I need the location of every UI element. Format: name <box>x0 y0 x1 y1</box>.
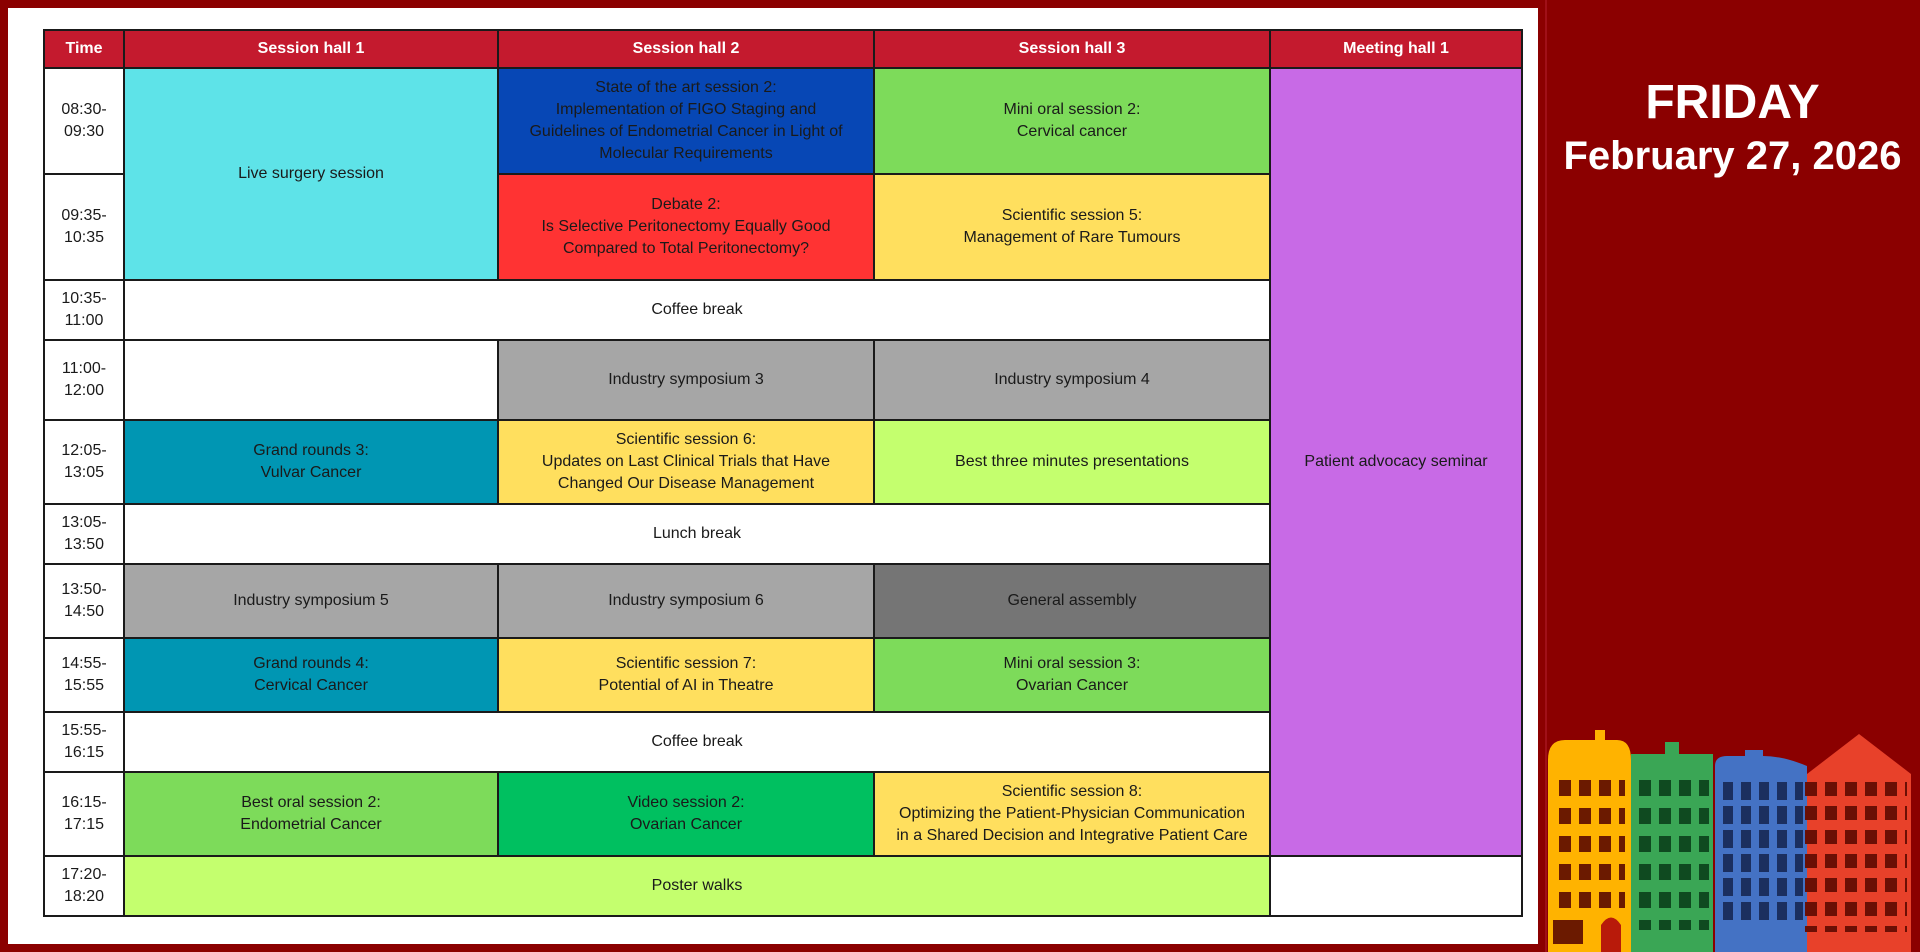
session-industry-5: Industry symposium 5 <box>124 564 498 638</box>
session-patient-advocacy: Patient advocacy seminar <box>1270 68 1522 856</box>
time-slot: 11:00- 12:00 <box>44 340 124 420</box>
house-green-icon <box>1631 742 1713 952</box>
table-row <box>44 856 1522 916</box>
session-best-three-minutes: Best three minutes presentations <box>874 420 1270 504</box>
house-yellow-icon <box>1548 730 1631 952</box>
time-slot: 17:20- 18:20 <box>44 856 124 916</box>
schedule-table <box>43 29 1523 917</box>
houses-illustration <box>1545 720 1920 952</box>
time-slot: 09:35- 10:35 <box>44 174 124 280</box>
empty-slot <box>124 340 498 420</box>
coffee-break: Coffee break <box>124 280 1270 340</box>
session-mini-oral-2: Mini oral session 2: Cervical cancer <box>874 68 1270 174</box>
session-scientific-6: Scientific session 6: Updates on Last Clinical Trials that Have Changed Our Disease Management <box>498 420 874 504</box>
session-scientific-7: Scientific session 7: Potential of AI in Theatre <box>498 638 874 712</box>
session-scientific-8: Scientific session 8: Optimizing the Patient-Physician Communication in a Shared Decision and Integrative Patient Care <box>874 772 1270 856</box>
time-slot: 14:55- 15:55 <box>44 638 124 712</box>
empty-slot <box>1270 856 1522 916</box>
session-mini-oral-3: Mini oral session 3: Ovarian Cancer <box>874 638 1270 712</box>
coffee-break: Coffee break <box>124 712 1270 772</box>
session-industry-3: Industry symposium 3 <box>498 340 874 420</box>
col-header-session-hall-1: Session hall 1 <box>124 30 498 68</box>
session-poster-walks: Poster walks <box>124 856 1270 916</box>
col-header-session-hall-3: Session hall 3 <box>874 30 1270 68</box>
house-red-icon <box>1803 734 1911 952</box>
table-row <box>44 68 1522 174</box>
date-title: February 27, 2026 <box>1563 134 1902 178</box>
time-slot: 13:05- 13:50 <box>44 504 124 564</box>
session-best-oral-2: Best oral session 2: Endometrial Cancer <box>124 772 498 856</box>
lunch-break: Lunch break <box>124 504 1270 564</box>
session-industry-6: Industry symposium 6 <box>498 564 874 638</box>
day-title: FRIDAY <box>1645 76 1820 129</box>
session-grand-rounds-4: Grand rounds 4: Cervical Cancer <box>124 638 498 712</box>
time-slot: 10:35- 11:00 <box>44 280 124 340</box>
session-video-2: Video session 2: Ovarian Cancer <box>498 772 874 856</box>
side-panel <box>1545 0 1920 952</box>
session-debate-2: Debate 2: Is Selective Peritonectomy Equally Good Compared to Total Peritonectomy? <box>498 174 874 280</box>
col-header-meeting-hall-1: Meeting hall 1 <box>1270 30 1522 68</box>
time-slot: 12:05- 13:05 <box>44 420 124 504</box>
session-industry-4: Industry symposium 4 <box>874 340 1270 420</box>
session-live-surgery: Live surgery session <box>124 68 498 280</box>
session-scientific-5: Scientific session 5: Management of Rare Tumours <box>874 174 1270 280</box>
time-slot: 16:15- 17:15 <box>44 772 124 856</box>
time-slot: 13:50- 14:50 <box>44 564 124 638</box>
col-header-session-hall-2: Session hall 2 <box>498 30 874 68</box>
session-general-assembly: General assembly <box>874 564 1270 638</box>
time-slot: 15:55- 16:15 <box>44 712 124 772</box>
session-grand-rounds-3: Grand rounds 3: Vulvar Cancer <box>124 420 498 504</box>
schedule-canvas <box>8 8 1538 944</box>
header-row <box>44 30 1522 68</box>
session-state-of-art-2: State of the art session 2: Implementation of FIGO Staging and Guidelines of Endometrial Cancer in Light of Molecular Requirements <box>498 68 874 174</box>
col-header-time: Time <box>44 30 124 68</box>
time-slot: 08:30- 09:30 <box>44 68 124 174</box>
house-blue-icon <box>1715 750 1807 952</box>
